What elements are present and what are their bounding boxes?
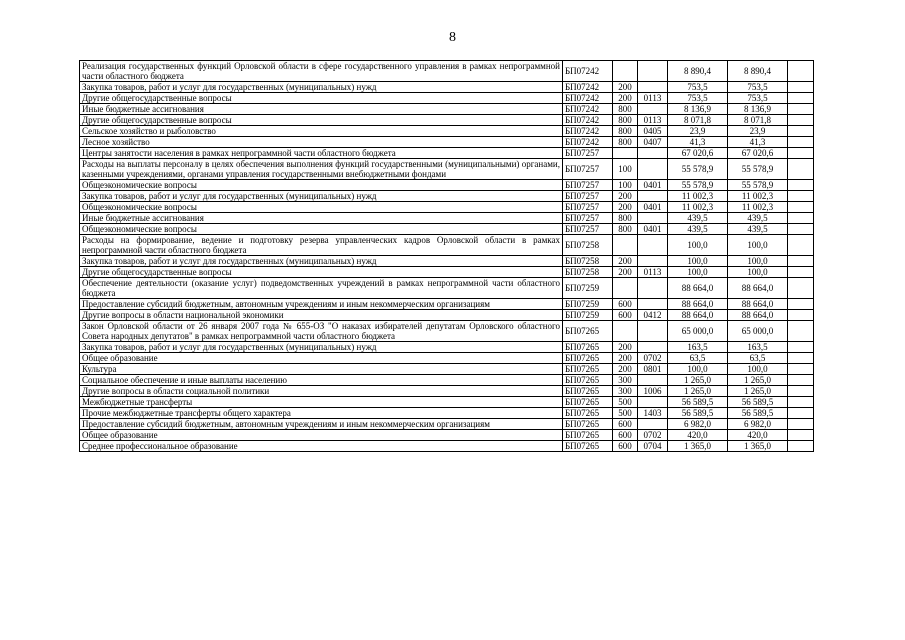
row-name-cell: Общеэкономические вопросы bbox=[80, 224, 563, 235]
row-value-2-cell: 439,5 bbox=[728, 224, 788, 235]
row-vr-cell: 200 bbox=[613, 202, 638, 213]
page-number: 8 bbox=[449, 30, 456, 45]
row-empty-cell bbox=[788, 441, 814, 452]
row-code-cell: БП07259 bbox=[563, 278, 613, 299]
row-code-cell: БП07265 bbox=[563, 375, 613, 386]
row-value-2-cell: 439,5 bbox=[728, 213, 788, 224]
row-section-cell: 0113 bbox=[638, 93, 668, 104]
row-code-cell: БП07257 bbox=[563, 148, 613, 159]
table-row bbox=[80, 386, 814, 397]
row-code-cell: БП07257 bbox=[563, 180, 613, 191]
row-value-2-cell: 100,0 bbox=[728, 235, 788, 256]
row-empty-cell bbox=[788, 235, 814, 256]
row-code-cell: БП07265 bbox=[563, 441, 613, 452]
table-row bbox=[80, 441, 814, 452]
row-empty-cell bbox=[788, 321, 814, 342]
row-empty-cell bbox=[788, 375, 814, 386]
row-code-cell: БП07265 bbox=[563, 364, 613, 375]
row-code-cell: БП07265 bbox=[563, 430, 613, 441]
row-vr-cell: 200 bbox=[613, 256, 638, 267]
row-vr-cell: 300 bbox=[613, 386, 638, 397]
row-empty-cell bbox=[788, 137, 814, 148]
row-value-1-cell: 163,5 bbox=[668, 342, 728, 353]
table-row bbox=[80, 235, 814, 256]
row-value-2-cell: 11 002,3 bbox=[728, 191, 788, 202]
row-value-1-cell: 23,9 bbox=[668, 126, 728, 137]
row-vr-cell: 200 bbox=[613, 93, 638, 104]
table-row bbox=[80, 321, 814, 342]
row-section-cell bbox=[638, 235, 668, 256]
row-name-cell: Иные бюджетные ассигнования bbox=[80, 213, 563, 224]
row-vr-cell: 200 bbox=[613, 82, 638, 93]
row-empty-cell bbox=[788, 353, 814, 364]
row-section-cell: 1006 bbox=[638, 386, 668, 397]
row-code-cell: БП07259 bbox=[563, 310, 613, 321]
table-row bbox=[80, 299, 814, 310]
table-row bbox=[80, 213, 814, 224]
row-value-1-cell: 100,0 bbox=[668, 235, 728, 256]
row-empty-cell bbox=[788, 299, 814, 310]
row-vr-cell: 800 bbox=[613, 104, 638, 115]
table-row bbox=[80, 191, 814, 202]
row-name-cell: Другие общегосударственные вопросы bbox=[80, 115, 563, 126]
row-name-cell: Реализация государственных функций Орловской области в сфере государственного управления в рамках непрограммной части областного бюджета bbox=[80, 61, 563, 82]
row-section-cell bbox=[638, 375, 668, 386]
row-vr-cell: 600 bbox=[613, 441, 638, 452]
row-empty-cell bbox=[788, 310, 814, 321]
row-code-cell: БП07265 bbox=[563, 386, 613, 397]
table-row bbox=[80, 419, 814, 430]
row-section-cell bbox=[638, 419, 668, 430]
row-vr-cell: 600 bbox=[613, 419, 638, 430]
table-row bbox=[80, 137, 814, 148]
row-name-cell: Другие вопросы в области социальной политики bbox=[80, 386, 563, 397]
table-row bbox=[80, 126, 814, 137]
table-row bbox=[80, 202, 814, 213]
row-name-cell: Социальное обеспечение и иные выплаты населению bbox=[80, 375, 563, 386]
table-row bbox=[80, 256, 814, 267]
row-section-cell bbox=[638, 82, 668, 93]
row-name-cell: Лесное хозяйство bbox=[80, 137, 563, 148]
row-vr-cell bbox=[613, 321, 638, 342]
row-empty-cell bbox=[788, 159, 814, 180]
row-value-1-cell: 8 136,9 bbox=[668, 104, 728, 115]
row-vr-cell: 600 bbox=[613, 430, 638, 441]
table-row bbox=[80, 408, 814, 419]
row-value-1-cell: 11 002,3 bbox=[668, 191, 728, 202]
row-value-2-cell: 100,0 bbox=[728, 364, 788, 375]
table-row bbox=[80, 148, 814, 159]
row-code-cell: БП07242 bbox=[563, 126, 613, 137]
row-section-cell: 0401 bbox=[638, 224, 668, 235]
row-value-2-cell: 65 000,0 bbox=[728, 321, 788, 342]
row-value-1-cell: 56 589,5 bbox=[668, 397, 728, 408]
row-code-cell: БП07265 bbox=[563, 321, 613, 342]
row-value-1-cell: 1 265,0 bbox=[668, 375, 728, 386]
row-value-2-cell: 88 664,0 bbox=[728, 278, 788, 299]
row-code-cell: БП07258 bbox=[563, 256, 613, 267]
row-value-2-cell: 163,5 bbox=[728, 342, 788, 353]
row-section-cell bbox=[638, 148, 668, 159]
row-section-cell bbox=[638, 397, 668, 408]
row-value-1-cell: 88 664,0 bbox=[668, 299, 728, 310]
row-code-cell: БП07257 bbox=[563, 191, 613, 202]
row-value-2-cell: 420,0 bbox=[728, 430, 788, 441]
row-code-cell: БП07265 bbox=[563, 342, 613, 353]
row-vr-cell: 200 bbox=[613, 342, 638, 353]
row-vr-cell bbox=[613, 278, 638, 299]
row-value-2-cell: 100,0 bbox=[728, 267, 788, 278]
row-section-cell bbox=[638, 159, 668, 180]
row-value-2-cell: 67 020,6 bbox=[728, 148, 788, 159]
table-row bbox=[80, 180, 814, 191]
row-vr-cell: 500 bbox=[613, 397, 638, 408]
row-vr-cell bbox=[613, 61, 638, 82]
row-name-cell: Предоставление субсидий бюджетным, автономным учреждениям и иным некоммерческим организациям bbox=[80, 419, 563, 430]
table-row bbox=[80, 397, 814, 408]
row-vr-cell: 800 bbox=[613, 126, 638, 137]
row-empty-cell bbox=[788, 386, 814, 397]
row-value-2-cell: 8 890,4 bbox=[728, 61, 788, 82]
row-name-cell: Расходы на выплаты персоналу в целях обеспечения выполнения функций государственными (муниципальными) органами, казенными учреждениями, органами управления государственными внебюджетными фондами bbox=[80, 159, 563, 180]
row-value-1-cell: 100,0 bbox=[668, 364, 728, 375]
row-vr-cell: 100 bbox=[613, 180, 638, 191]
table-row bbox=[80, 267, 814, 278]
row-value-1-cell: 65 000,0 bbox=[668, 321, 728, 342]
row-empty-cell bbox=[788, 115, 814, 126]
row-code-cell: БП07257 bbox=[563, 213, 613, 224]
table-row bbox=[80, 364, 814, 375]
row-name-cell: Культура bbox=[80, 364, 563, 375]
row-value-2-cell: 41,3 bbox=[728, 137, 788, 148]
row-section-cell: 0113 bbox=[638, 115, 668, 126]
row-name-cell: Расходы на формирование, ведение и подготовку резерва управленческих кадров Орловской области в рамках непрограммной части областного бюджета bbox=[80, 235, 563, 256]
row-value-1-cell: 56 589,5 bbox=[668, 408, 728, 419]
row-section-cell: 0401 bbox=[638, 202, 668, 213]
row-vr-cell: 300 bbox=[613, 375, 638, 386]
row-vr-cell: 100 bbox=[613, 159, 638, 180]
row-value-1-cell: 8 071,8 bbox=[668, 115, 728, 126]
row-name-cell: Прочие межбюджетные трансферты общего характера bbox=[80, 408, 563, 419]
row-name-cell: Обеспечение деятельности (оказание услуг) подведомственных учреждений в рамках непрограммной части областного бюджета bbox=[80, 278, 563, 299]
row-section-cell bbox=[638, 191, 668, 202]
row-value-1-cell: 439,5 bbox=[668, 213, 728, 224]
row-value-1-cell: 100,0 bbox=[668, 256, 728, 267]
row-section-cell bbox=[638, 213, 668, 224]
row-vr-cell: 800 bbox=[613, 224, 638, 235]
row-code-cell: БП07242 bbox=[563, 61, 613, 82]
row-code-cell: БП07258 bbox=[563, 235, 613, 256]
row-value-1-cell: 753,5 bbox=[668, 93, 728, 104]
row-code-cell: БП07265 bbox=[563, 408, 613, 419]
row-section-cell: 0113 bbox=[638, 267, 668, 278]
row-value-2-cell: 63,5 bbox=[728, 353, 788, 364]
row-value-2-cell: 8 136,9 bbox=[728, 104, 788, 115]
row-empty-cell bbox=[788, 278, 814, 299]
row-name-cell: Закон Орловской области от 26 января 2007 года № 655-ОЗ "О наказах избирателей депутатам Орловского областного Совета народных депутатов" в рамках непрограммной части областного бюджета bbox=[80, 321, 563, 342]
row-code-cell: БП07265 bbox=[563, 397, 613, 408]
row-empty-cell bbox=[788, 82, 814, 93]
row-empty-cell bbox=[788, 342, 814, 353]
row-section-cell: 0801 bbox=[638, 364, 668, 375]
row-empty-cell bbox=[788, 202, 814, 213]
row-section-cell bbox=[638, 61, 668, 82]
row-vr-cell: 800 bbox=[613, 115, 638, 126]
row-name-cell: Предоставление субсидий бюджетным, автономным учреждениям и иным некоммерческим организациям bbox=[80, 299, 563, 310]
row-code-cell: БП07265 bbox=[563, 353, 613, 364]
row-section-cell: 0702 bbox=[638, 353, 668, 364]
row-vr-cell: 500 bbox=[613, 408, 638, 419]
row-code-cell: БП07242 bbox=[563, 82, 613, 93]
table-row bbox=[80, 115, 814, 126]
row-section-cell bbox=[638, 321, 668, 342]
row-section-cell: 0401 bbox=[638, 180, 668, 191]
table-row bbox=[80, 375, 814, 386]
row-name-cell: Иные бюджетные ассигнования bbox=[80, 104, 563, 115]
row-name-cell: Центры занятости населения в рамках непрограммной части областного бюджета bbox=[80, 148, 563, 159]
row-section-cell: 0405 bbox=[638, 126, 668, 137]
row-empty-cell bbox=[788, 256, 814, 267]
row-name-cell: Закупка товаров, работ и услуг для государственных (муниципальных) нужд bbox=[80, 342, 563, 353]
row-section-cell bbox=[638, 104, 668, 115]
row-vr-cell bbox=[613, 235, 638, 256]
row-name-cell: Другие вопросы в области национальной экономики bbox=[80, 310, 563, 321]
row-name-cell: Общее образование bbox=[80, 353, 563, 364]
row-section-cell: 0412 bbox=[638, 310, 668, 321]
row-name-cell: Сельское хозяйство и рыболовство bbox=[80, 126, 563, 137]
row-name-cell: Межбюджетные трансферты bbox=[80, 397, 563, 408]
row-empty-cell bbox=[788, 213, 814, 224]
table-row bbox=[80, 430, 814, 441]
row-value-2-cell: 56 589,5 bbox=[728, 408, 788, 419]
row-empty-cell bbox=[788, 126, 814, 137]
table-row bbox=[80, 82, 814, 93]
row-name-cell: Общее образование bbox=[80, 430, 563, 441]
row-name-cell: Общеэкономические вопросы bbox=[80, 202, 563, 213]
row-section-cell: 1403 bbox=[638, 408, 668, 419]
row-code-cell: БП07259 bbox=[563, 299, 613, 310]
row-empty-cell bbox=[788, 93, 814, 104]
row-value-1-cell: 55 578,9 bbox=[668, 159, 728, 180]
row-section-cell bbox=[638, 299, 668, 310]
row-vr-cell: 600 bbox=[613, 310, 638, 321]
row-vr-cell: 600 bbox=[613, 299, 638, 310]
row-empty-cell bbox=[788, 180, 814, 191]
row-section-cell: 0407 bbox=[638, 137, 668, 148]
table-row bbox=[80, 104, 814, 115]
row-vr-cell: 200 bbox=[613, 191, 638, 202]
row-section-cell bbox=[638, 256, 668, 267]
row-empty-cell bbox=[788, 61, 814, 82]
row-vr-cell: 200 bbox=[613, 353, 638, 364]
row-empty-cell bbox=[788, 191, 814, 202]
row-value-1-cell: 11 002,3 bbox=[668, 202, 728, 213]
budget-table bbox=[79, 60, 814, 452]
row-value-2-cell: 753,5 bbox=[728, 82, 788, 93]
row-name-cell: Другие общегосударственные вопросы bbox=[80, 267, 563, 278]
table-row bbox=[80, 342, 814, 353]
row-value-2-cell: 11 002,3 bbox=[728, 202, 788, 213]
row-value-1-cell: 8 890,4 bbox=[668, 61, 728, 82]
row-name-cell: Среднее профессиональное образование bbox=[80, 441, 563, 452]
row-section-cell bbox=[638, 342, 668, 353]
row-empty-cell bbox=[788, 104, 814, 115]
row-name-cell: Закупка товаров, работ и услуг для государственных (муниципальных) нужд bbox=[80, 256, 563, 267]
table-row bbox=[80, 310, 814, 321]
row-vr-cell bbox=[613, 148, 638, 159]
row-code-cell: БП07242 bbox=[563, 115, 613, 126]
row-value-2-cell: 88 664,0 bbox=[728, 310, 788, 321]
row-vr-cell: 800 bbox=[613, 213, 638, 224]
row-value-2-cell: 88 664,0 bbox=[728, 299, 788, 310]
row-empty-cell bbox=[788, 430, 814, 441]
table-row bbox=[80, 353, 814, 364]
row-value-2-cell: 6 982,0 bbox=[728, 419, 788, 430]
table-row bbox=[80, 93, 814, 104]
row-code-cell: БП07258 bbox=[563, 267, 613, 278]
row-empty-cell bbox=[788, 148, 814, 159]
row-name-cell: Другие общегосударственные вопросы bbox=[80, 93, 563, 104]
row-empty-cell bbox=[788, 364, 814, 375]
row-value-2-cell: 1 265,0 bbox=[728, 386, 788, 397]
row-code-cell: БП07257 bbox=[563, 159, 613, 180]
row-value-2-cell: 100,0 bbox=[728, 256, 788, 267]
row-value-2-cell: 1 265,0 bbox=[728, 375, 788, 386]
row-value-1-cell: 1 265,0 bbox=[668, 386, 728, 397]
row-code-cell: БП07242 bbox=[563, 104, 613, 115]
row-value-1-cell: 67 020,6 bbox=[668, 148, 728, 159]
row-code-cell: БП07257 bbox=[563, 202, 613, 213]
row-value-2-cell: 55 578,9 bbox=[728, 159, 788, 180]
row-vr-cell: 200 bbox=[613, 364, 638, 375]
row-code-cell: БП07242 bbox=[563, 93, 613, 104]
row-value-1-cell: 63,5 bbox=[668, 353, 728, 364]
row-empty-cell bbox=[788, 397, 814, 408]
row-empty-cell bbox=[788, 224, 814, 235]
table-row bbox=[80, 61, 814, 82]
row-code-cell: БП07242 bbox=[563, 137, 613, 148]
row-value-1-cell: 41,3 bbox=[668, 137, 728, 148]
table-row bbox=[80, 159, 814, 180]
table-row bbox=[80, 224, 814, 235]
row-value-2-cell: 23,9 bbox=[728, 126, 788, 137]
row-code-cell: БП07265 bbox=[563, 419, 613, 430]
row-name-cell: Общеэкономические вопросы bbox=[80, 180, 563, 191]
row-value-2-cell: 1 365,0 bbox=[728, 441, 788, 452]
row-value-2-cell: 753,5 bbox=[728, 93, 788, 104]
row-value-1-cell: 55 578,9 bbox=[668, 180, 728, 191]
row-value-1-cell: 100,0 bbox=[668, 267, 728, 278]
row-value-2-cell: 8 071,8 bbox=[728, 115, 788, 126]
row-name-cell: Закупка товаров, работ и услуг для государственных (муниципальных) нужд bbox=[80, 82, 563, 93]
row-value-1-cell: 6 982,0 bbox=[668, 419, 728, 430]
row-empty-cell bbox=[788, 267, 814, 278]
row-empty-cell bbox=[788, 419, 814, 430]
row-value-1-cell: 88 664,0 bbox=[668, 278, 728, 299]
row-name-cell: Закупка товаров, работ и услуг для государственных (муниципальных) нужд bbox=[80, 191, 563, 202]
row-value-1-cell: 420,0 bbox=[668, 430, 728, 441]
row-value-1-cell: 753,5 bbox=[668, 82, 728, 93]
row-vr-cell: 800 bbox=[613, 137, 638, 148]
row-empty-cell bbox=[788, 408, 814, 419]
row-vr-cell: 200 bbox=[613, 267, 638, 278]
row-section-cell bbox=[638, 278, 668, 299]
row-section-cell: 0702 bbox=[638, 430, 668, 441]
row-value-2-cell: 56 589,5 bbox=[728, 397, 788, 408]
row-value-1-cell: 1 365,0 bbox=[668, 441, 728, 452]
row-code-cell: БП07257 bbox=[563, 224, 613, 235]
row-value-2-cell: 55 578,9 bbox=[728, 180, 788, 191]
table-row bbox=[80, 278, 814, 299]
row-section-cell: 0704 bbox=[638, 441, 668, 452]
row-value-1-cell: 88 664,0 bbox=[668, 310, 728, 321]
budget-table-body bbox=[80, 61, 814, 452]
row-value-1-cell: 439,5 bbox=[668, 224, 728, 235]
